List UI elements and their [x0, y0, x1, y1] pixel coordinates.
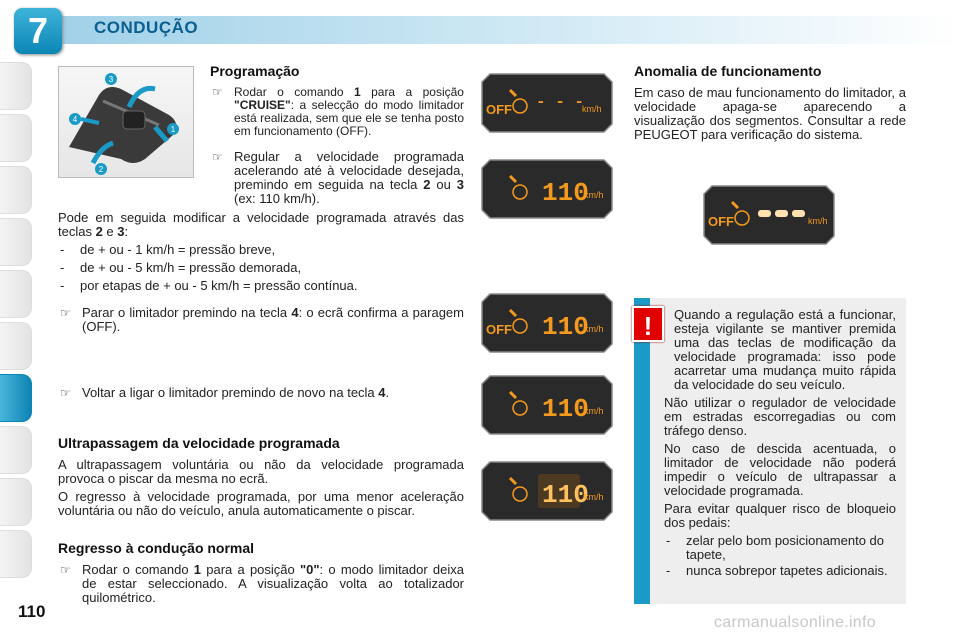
list-item: - de + ou - 5 km/h = pressão demorada, [60, 260, 302, 275]
speed-value: 110 [542, 178, 589, 208]
speed-value-blinking: 110 [542, 480, 589, 510]
section-ultrapassagem [58, 436, 464, 522]
list-item: - nunca sobrepor tapetes adicionais. [666, 563, 888, 578]
side-tab[interactable] [0, 270, 32, 318]
paragraph-anomalia: Em caso de mau funcionamento do limitador, a velocidade apaga-se aparecendo a visualização dos segmentos. Consultar a rede PEUGEOT para verificação do sistema. [634, 85, 906, 142]
side-tab[interactable] [0, 426, 32, 474]
list-item: - de + ou - 1 km/h = pressão breve, [60, 242, 276, 257]
speed-value: 110 [542, 312, 589, 342]
bullet-parar-limitador: ☞ Parar o limitador premindo na tecla 4: o ecrã confirma a paragem (OFF). [60, 305, 464, 334]
segment-mark [758, 210, 771, 217]
warning-paragraph-4: Para evitar qualquer risco de bloqueio dos pedais: [664, 501, 896, 530]
section-parar [58, 306, 464, 334]
unit-label: km/h [582, 104, 602, 114]
pointer-icon: ☞ [60, 563, 71, 577]
bullet-rodar-zero: ☞ Rodar o comando 1 para a posição "0": o modo limitador deixa de estar seleccionado. A visualização volta ao totalizador quilométrico. [60, 562, 465, 605]
display-anomaly-segments [702, 184, 836, 246]
page-number: 110 [18, 602, 46, 621]
unit-label: km/h [584, 190, 604, 200]
section-programacao [210, 64, 464, 206]
warning-paragraph-3: No caso de descida acentuada, o limitador de velocidade não poderá impedir o veículo de ultrapassar a velocidade programada. [664, 441, 896, 498]
segment-mark [775, 210, 788, 217]
lever-label-1: 1 [170, 125, 176, 134]
heading-regresso: Regresso à condução normal [58, 540, 255, 556]
paragraph-modificar: Pode em seguida modificar a velocidade programada através das teclas 2 e 3: [58, 210, 464, 239]
lever-label-3: 3 [108, 75, 114, 84]
steering-lever-icon [59, 67, 193, 177]
unit-label: km/h [584, 492, 604, 502]
side-chapter-tabs [0, 62, 32, 582]
bullet-regular-velocidade: ☞ Regular a velocidade programada acelerando até à velocidade desejada, premindo em seguida na tecla 2 ou 3 (ex: 110 km/h). [212, 149, 464, 206]
unit-label: km/h [584, 324, 604, 334]
bullet-rodar-cruise: ☞ Rodar o comando 1 para a posição "CRUISE": a selecção do modo limitador está realizada, sem que ele se tenha posto em funcionamento (OFF). [212, 85, 464, 138]
heading-programacao: Programação [210, 63, 300, 79]
chapter-number-badge: 7 [14, 8, 62, 54]
section-modificar [58, 211, 464, 295]
section-voltar [58, 386, 464, 400]
display-speed-110-restart [480, 374, 614, 436]
paragraph-ultrapassagem-1: A ultrapassagem voluntária ou não da velocidade programada provoca o piscar da mesma no ecrã. [58, 457, 464, 486]
list-item: - zelar pelo bom posicionamento do tapete, [666, 533, 885, 562]
warning-exclamation-icon: ! [632, 306, 664, 342]
display-speed-110-blinking [480, 460, 614, 522]
side-tab[interactable] [0, 62, 32, 110]
section-regresso [58, 541, 464, 605]
chapter-title: CONDUÇÃO [94, 18, 199, 37]
heading-anomalia: Anomalia de funcionamento [634, 63, 822, 79]
side-tab[interactable] [0, 218, 32, 266]
list-item: - por etapas de + ou - 5 km/h = pressão contínua. [60, 278, 358, 293]
display-off-110 [480, 292, 614, 354]
side-tab[interactable] [0, 478, 32, 526]
off-label: OFF [708, 214, 734, 229]
warning-paragraph-2: Não utilizar o regulador de velocidade em estradas escorregadias ou com tráfego denso. [664, 395, 896, 438]
warning-box [634, 298, 906, 604]
paragraph-ultrapassagem-2: O regresso à velocidade programada, por uma menor aceleração voluntária ou não do veículo, anula automaticamente o piscar. [58, 489, 464, 518]
speed-value: 110 [542, 394, 589, 424]
lever-label-2: 2 [98, 165, 104, 174]
pointer-icon: ☞ [60, 306, 71, 320]
pointer-icon: ☞ [60, 386, 71, 400]
cruise-lever-illustration [58, 66, 194, 178]
heading-ultrapassagem: Ultrapassagem da velocidade programada [58, 435, 340, 451]
side-tab[interactable] [0, 530, 32, 578]
pointer-icon: ☞ [212, 85, 223, 99]
segment-dashes: - - - [536, 93, 585, 111]
unit-label: km/h [808, 216, 828, 226]
segment-mark [792, 210, 805, 217]
off-label: OFF [486, 102, 512, 117]
off-label: OFF [486, 322, 512, 337]
pointer-icon: ☞ [212, 150, 223, 164]
lever-label-4: 4 [72, 115, 78, 124]
display-speed-110 [480, 158, 614, 220]
footer-watermark-url[interactable]: carmanualsonline.info [714, 614, 876, 631]
warning-paragraph-1: Quando a regulação está a funcionar, esteja vigilante se mantiver premida uma das teclas de modificação da velocidade programada: isso pode acarretar uma mudança muito rápida da velocidade do seu veículo. [674, 307, 896, 392]
side-tab[interactable] [0, 166, 32, 214]
bullet-voltar-ligar: ☞ Voltar a ligar o limitador premindo de novo na tecla 4. [60, 385, 390, 400]
unit-label: km/h [584, 406, 604, 416]
section-anomalia [634, 64, 906, 146]
side-tab[interactable] [0, 114, 32, 162]
display-off-dashes [480, 72, 614, 134]
side-tab[interactable] [0, 322, 32, 370]
side-tab-active[interactable] [0, 374, 32, 422]
